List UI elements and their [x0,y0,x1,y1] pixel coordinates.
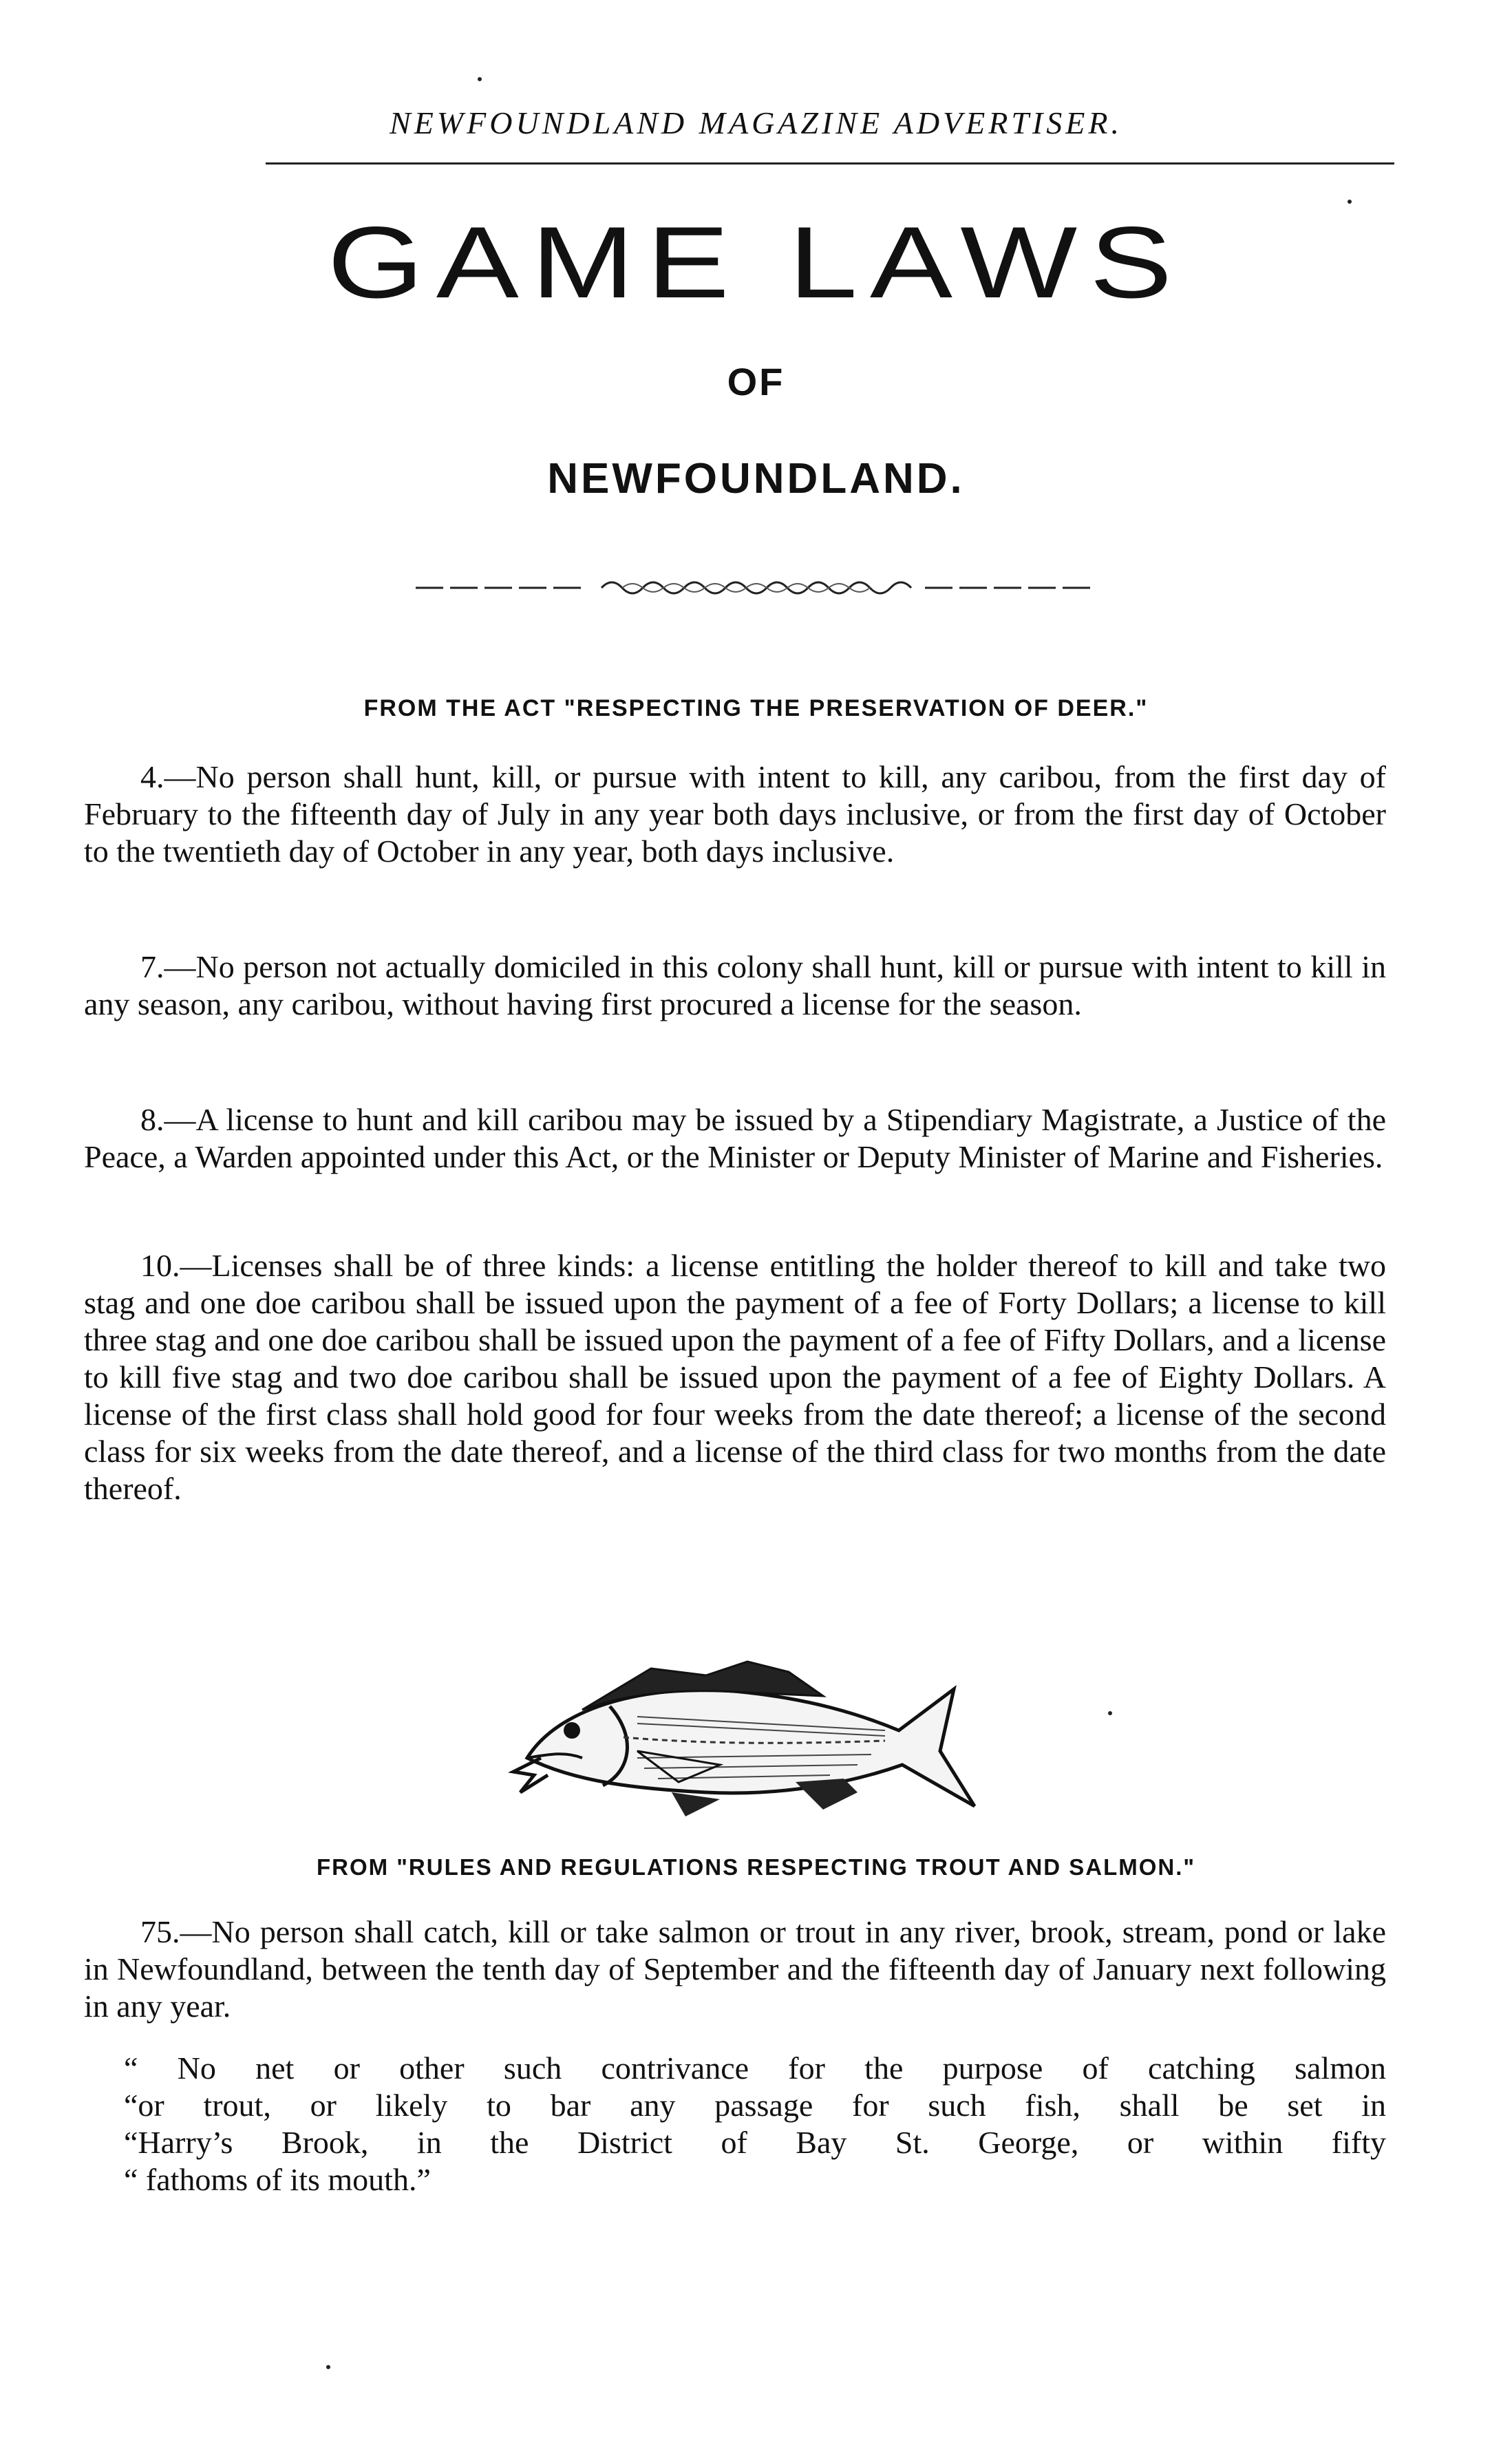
quote-line: “ fathoms of its mouth.” [124,2162,431,2197]
title-of: OF [727,360,785,403]
quote-line: “or trout, or likely to bar any passage for such fish, shall be set in [124,2088,1386,2123]
print-speck [1348,200,1352,204]
quote-line: “ No net or other such contrivance for the purpose of catching salmon [124,2050,1386,2086]
deer-clause-8: 8.—A license to hunt and kill caribou may be issued by a Stipendiary Magistrate, a Justice of the Peace, a Warden appointed under this Act, or the Minister or Deputy Minister of Marine and Fisheries. [84,1102,1386,1174]
print-speck [1108,1711,1112,1715]
header-rule [266,162,1394,165]
running-title: NEWFOUNDLAND MAGAZINE ADVERTISER. [390,105,1122,140]
print-speck [326,2365,330,2369]
deer-clause-7: 7.—No person not actually domiciled in this colony shall hunt, kill or pursue with intent to kill in any season, any caribou, without having first procured a license for the season. [84,949,1386,1021]
deer-clause-4: 4.—No person shall hunt, kill, or pursue with intent to kill, any caribou, from the first day of February to the fifteenth day of July in any year both days inclusive, or from the first day of October to the twentieth day of October in any year, both days inclusive. [84,759,1386,869]
trout-section-heading: FROM "RULES AND REGULATIONS RESPECTING TROUT AND SALMON." [316,1854,1196,1880]
ornamental-divider [416,571,1097,599]
page-title: GAME LAWS [327,206,1185,319]
deer-clause-10: 10.—Licenses shall be of three kinds: a license entitling the holder thereof to kill and take two stag and one doe caribou shall be issued upon the payment of a fee of Forty Dollars; a license to kill three stag and one doe caribou shall be issued upon the payment of a fee of Fifty Dollars, and a license to kill five stag and two doe caribou shall be issued upon the payment of a fee of Eighty Dollars. A license of the first class shall hold good for four weeks from the date thereof; a license of the second class for six weeks from the date thereof, and a license of the third class for two months from the date thereof. [84,1248,1386,1506]
trout-clause-75: 75.—No person shall catch, kill or take salmon or trout in any river, brook, stream, pond or lake in Newfoundland, between the tenth day of September and the fifteenth day of January next following in any year. [84,1914,1386,2024]
cod-fish-icon [500,1655,981,1820]
title-place: NEWFOUNDLAND. [547,455,965,502]
quote-line: “Harry’s Brook, in the District of Bay St. George, or within fifty [124,2125,1386,2160]
harrys-brook-quote [124,2050,1386,2198]
print-speck [478,77,482,81]
deer-section-heading: FROM THE ACT "RESPECTING THE PRESERVATION OF DEER." [363,695,1149,721]
